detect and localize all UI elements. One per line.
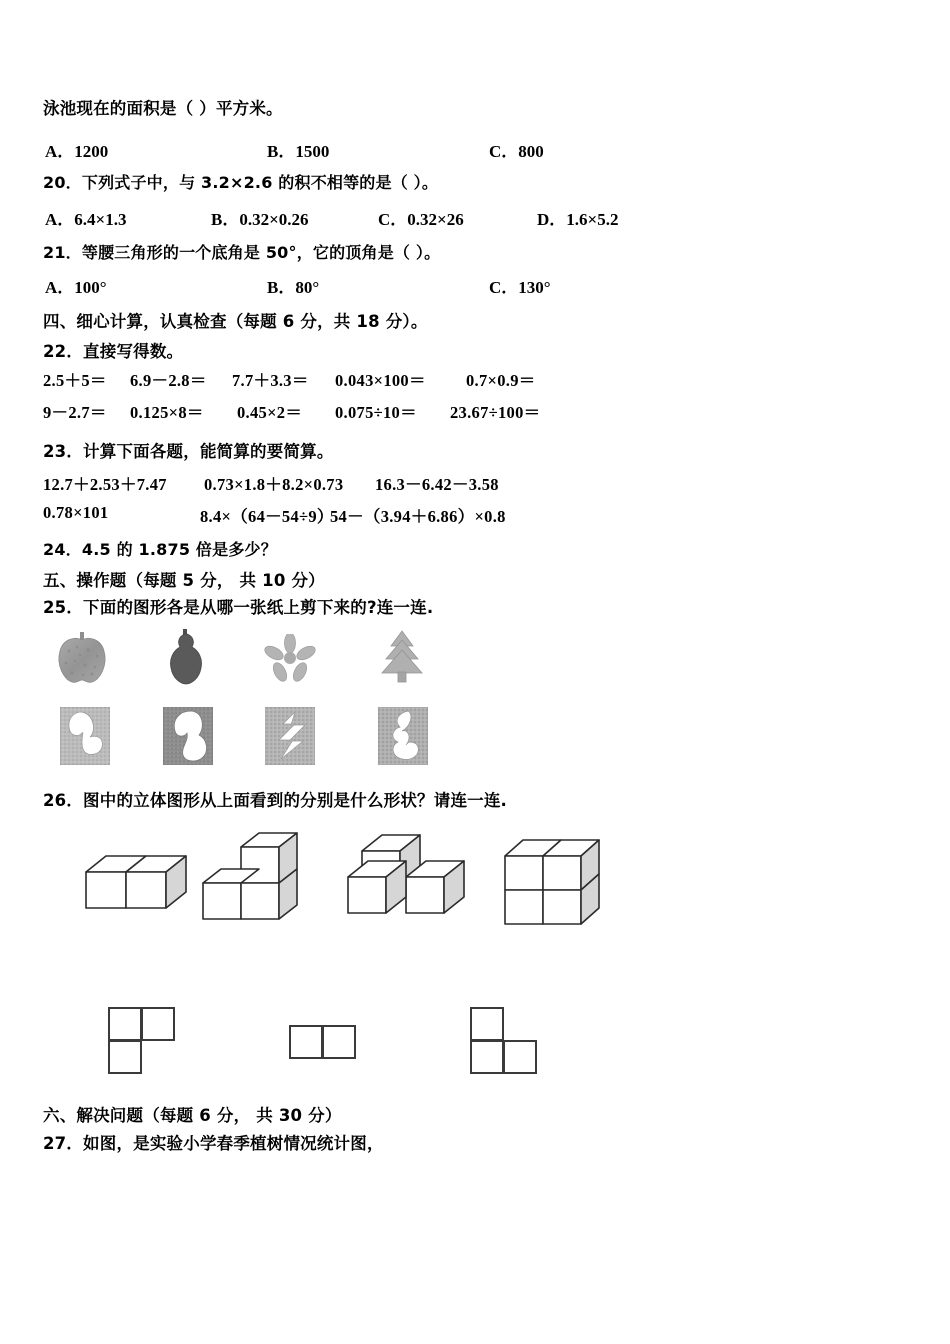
flower-cutout-icon	[262, 633, 318, 683]
section-5-heading: 五、操作题（每题 5 分， 共 10 分）	[43, 571, 325, 590]
q22-expr-5: 0.7×0.9＝	[466, 371, 536, 390]
q22-expr-8: 0.45×2＝	[237, 403, 303, 422]
option-text: 800	[518, 142, 544, 161]
question-20-option-d: D．1.6×5.2	[537, 210, 619, 229]
topview-cell	[322, 1025, 356, 1059]
paper-scrap-apple	[60, 707, 110, 765]
question-25-stem: 25．下面的图形各是从哪一张纸上剪下来的?连一连.	[43, 598, 434, 617]
section-4-heading: 四、细心计算，认真检查（每题 6 分，共 18 分）。	[43, 312, 428, 331]
question-26-stem: 26．图中的立体图形从上面看到的分别是什么形状？请连一连.	[43, 791, 508, 810]
q22-expr-10: 23.67÷100＝	[450, 403, 541, 422]
option-text: 1500	[295, 142, 330, 161]
q22-expr-1: 2.5＋5＝	[43, 371, 107, 390]
question-24-stem: 24．4.5 的 1.875 倍是多少？	[43, 540, 277, 559]
question-21-stem: 21．等腰三角形的一个底角是 50°，它的顶角是（ ）。	[43, 243, 441, 262]
q22-expr-2: 6.9－2.8＝	[130, 371, 207, 390]
q23-expr-6: 54－（3.94＋6.86）×0.8	[330, 507, 506, 526]
topview-shape-1	[108, 1007, 178, 1077]
solid-three-cube-corner	[340, 825, 470, 935]
option-text: 1200	[74, 142, 109, 161]
option-letter: B	[211, 210, 223, 229]
paper-scrap-flower	[265, 707, 315, 765]
question-22-stem: 22．直接写得数。	[43, 342, 184, 361]
q23-expr-1: 12.7＋2.53＋7.47	[43, 475, 167, 494]
q22-expr-9: 0.075÷10＝	[335, 403, 417, 422]
paper-scrap-gourd	[163, 707, 213, 765]
q22-expr-4: 0.043×100＝	[335, 371, 426, 390]
question-20-option-b: B．0.32×0.26	[211, 210, 309, 229]
solid-l-with-stacked-cube	[193, 825, 303, 935]
option-text: 100°	[74, 278, 107, 297]
question-19-option-a: A．1200	[45, 142, 109, 161]
topview-cell	[108, 1007, 142, 1041]
question-20-option-a: A．6.4×1.3	[45, 210, 127, 229]
topview-cell	[108, 1040, 142, 1074]
question-19-stem: 泳池现在的面积是（ ）平方米。	[43, 99, 283, 118]
question-19-option-b: B．1500	[267, 142, 330, 161]
question-27-stem: 27．如图，是实验小学春季植树情况统计图，	[43, 1134, 384, 1153]
q23-expr-3: 16.3－6.42－3.58	[375, 475, 499, 494]
option-letter: C	[378, 210, 391, 229]
solid-two-cubes-row	[78, 832, 188, 932]
q23-expr-5: 8.4×（64－54÷9）	[200, 507, 334, 526]
solid-two-by-two-wall	[497, 832, 607, 934]
paper-scrap-tree	[378, 707, 428, 765]
q22-expr-6: 9－2.7＝	[43, 403, 107, 422]
option-letter: B	[267, 278, 279, 297]
option-text: 6.4×1.3	[74, 210, 127, 229]
question-21-option-c: C．130°	[489, 278, 551, 297]
q22-expr-7: 0.125×8＝	[130, 403, 204, 422]
option-letter: C	[489, 278, 502, 297]
question-21-option-b: B．80°	[267, 278, 320, 297]
gourd-cutout-icon	[158, 628, 213, 686]
question-21-option-a: A．100°	[45, 278, 107, 297]
topview-shape-3	[470, 1007, 540, 1077]
option-letter: B	[267, 142, 279, 161]
topview-cell	[470, 1007, 504, 1041]
apple-cutout-icon	[52, 630, 112, 685]
q22-expr-3: 7.7＋3.3＝	[232, 371, 309, 390]
option-letter: C	[489, 142, 502, 161]
tree-cutout-icon	[376, 628, 428, 684]
option-text: 130°	[518, 278, 551, 297]
question-20-option-c: C．0.32×26	[378, 210, 464, 229]
option-text: 0.32×0.26	[239, 210, 309, 229]
q23-expr-2: 0.73×1.8＋8.2×0.73	[204, 475, 344, 494]
option-letter: D	[537, 210, 550, 229]
option-text: 1.6×5.2	[566, 210, 619, 229]
option-text: 80°	[295, 278, 320, 297]
topview-cell	[470, 1040, 504, 1074]
question-19-option-c: C．800	[489, 142, 544, 161]
option-letter: A	[45, 142, 58, 161]
topview-cell	[289, 1025, 323, 1059]
topview-cell	[503, 1040, 537, 1074]
topview-shape-2	[289, 1025, 359, 1061]
topview-cell	[141, 1007, 175, 1041]
option-letter: A	[45, 278, 58, 297]
option-text: 0.32×26	[407, 210, 464, 229]
q23-expr-4: 0.78×101	[43, 503, 109, 522]
section-6-heading: 六、解决问题（每题 6 分， 共 30 分）	[43, 1106, 342, 1125]
question-20-stem: 20．下列式子中，与 3.2×2.6 的积不相等的是（ ）。	[43, 173, 439, 192]
option-letter: A	[45, 210, 58, 229]
question-23-stem: 23．计算下面各题，能简算的要简算。	[43, 442, 334, 461]
